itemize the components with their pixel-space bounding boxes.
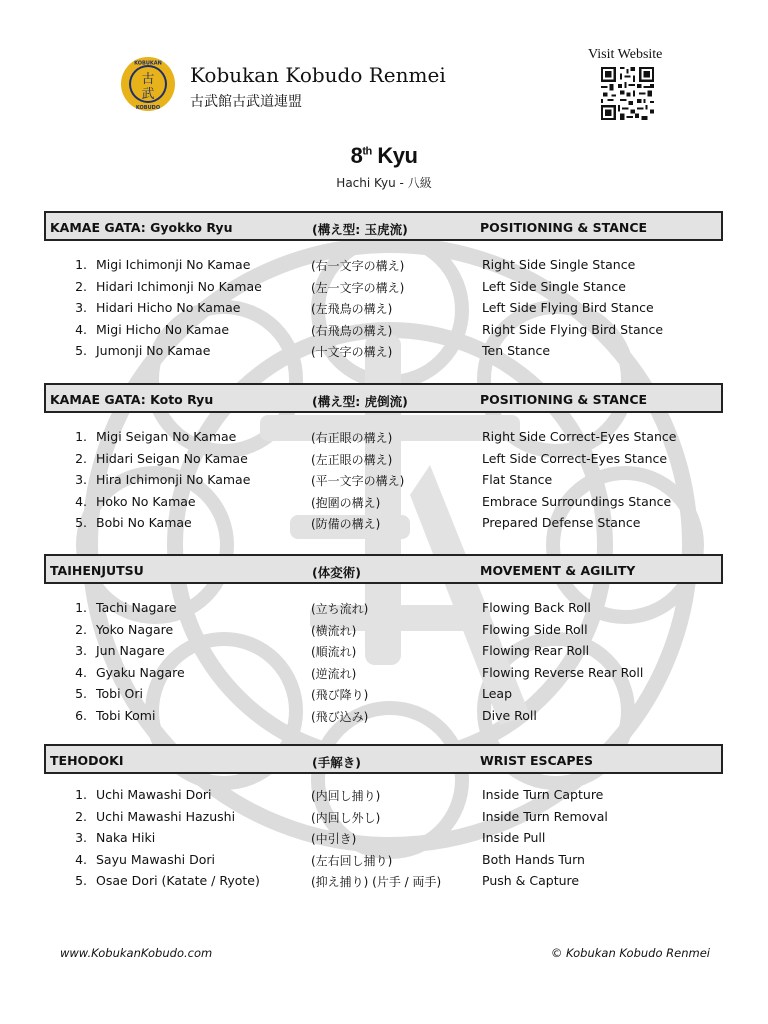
technique-name-jp: (順流れ) <box>311 645 357 659</box>
technique-name-jp: (抑え捕り) (片手 / 両手) <box>311 875 442 889</box>
technique-row <box>0 873 768 893</box>
technique-name: Jun Nagare <box>96 643 165 658</box>
technique-number: 5. <box>75 343 87 358</box>
technique-name-jp: (防備の構え) <box>311 517 381 531</box>
org-name-jp: 古武館古武道連盟 <box>190 94 302 110</box>
technique-name: Tachi Nagare <box>96 600 177 615</box>
technique-name-jp: (左飛鳥の構え) <box>311 302 393 316</box>
technique-number: 5. <box>75 515 87 530</box>
technique-name-jp: (左一文字の構え) <box>311 280 405 295</box>
technique-row <box>0 787 768 807</box>
section-name-jp: (構え型: 虎倒流) <box>312 394 408 409</box>
section-header <box>44 554 723 584</box>
technique-number: 1. <box>75 600 87 615</box>
technique-row <box>0 708 768 728</box>
technique-name: Hidari Ichimonji No Kamae <box>96 278 262 294</box>
technique-name: Uchi Mawashi Dori <box>96 787 212 802</box>
technique-row <box>0 279 768 299</box>
technique-number: 3. <box>75 830 87 845</box>
technique-number: 4. <box>75 493 87 509</box>
technique-translation: Leap <box>482 686 513 701</box>
technique-name-jp: (飛び降り) <box>311 688 369 702</box>
technique-translation: Inside Pull <box>482 830 546 845</box>
technique-name: Naka Hiki <box>96 830 156 845</box>
technique-row <box>0 451 768 471</box>
technique-number: 2. <box>75 808 87 824</box>
technique-number: 1. <box>75 257 87 272</box>
section-header <box>44 383 723 413</box>
page-title <box>0 143 768 169</box>
technique-name: Hoko No Kamae <box>96 493 196 509</box>
technique-row <box>0 300 768 320</box>
technique-name-jp: (右一文字の構え) <box>311 259 405 273</box>
technique-translation: Embrace Surroundings Stance <box>482 493 672 509</box>
logo-kanji-bottom: 武 <box>141 87 155 102</box>
technique-name-jp: (左右回し捕り) <box>311 853 393 868</box>
title-number: 8 <box>350 143 363 168</box>
technique-translation: Left Side Flying Bird Stance <box>482 300 654 315</box>
technique-name-jp: (十文字の構え) <box>311 345 393 359</box>
technique-name-jp: (平一文字の構え) <box>311 474 405 488</box>
technique-name-jp: (立ち流れ) <box>311 602 369 616</box>
technique-name: Bobi No Kamae <box>96 515 192 530</box>
technique-name: Migi Hicho No Kamae <box>96 321 230 337</box>
technique-number: 6. <box>75 707 87 723</box>
technique-translation: Dive Roll <box>482 707 537 723</box>
technique-translation: Left Side Correct-Eyes Stance <box>482 450 668 466</box>
technique-name-jp: (内回し捕り) <box>311 789 381 803</box>
technique-name: Yoko Nagare <box>96 621 174 637</box>
qr-code-icon[interactable] <box>601 67 654 120</box>
section-name-jp: (体変術) <box>312 565 361 580</box>
title-suffix: th <box>362 145 372 158</box>
technique-translation: Flowing Rear Roll <box>482 643 590 658</box>
visit-website-label[interactable]: Visit Website <box>588 47 663 62</box>
technique-name-jp: (飛び込み) <box>311 709 369 724</box>
technique-translation: Flat Stance <box>482 472 553 487</box>
technique-name-jp: (左正眼の構え) <box>311 452 393 467</box>
technique-name-jp: (内回し外し) <box>311 810 381 825</box>
technique-row <box>0 429 768 449</box>
section-category: POSITIONING & STANCE <box>480 392 648 407</box>
technique-translation: Prepared Defense Stance <box>482 515 641 530</box>
technique-name: Hidari Hicho No Kamae <box>96 300 241 315</box>
technique-row <box>0 643 768 663</box>
technique-translation: Flowing Reverse Rear Roll <box>482 664 644 680</box>
technique-row <box>0 600 768 620</box>
technique-number: 3. <box>75 300 87 315</box>
technique-row <box>0 322 768 342</box>
technique-translation: Right Side Correct-Eyes Stance <box>482 429 677 444</box>
technique-name: Osae Dori (Katate / Ryote) <box>96 873 260 888</box>
technique-name-jp: (右正眼の構え) <box>311 431 393 445</box>
technique-number: 3. <box>75 472 87 487</box>
technique-name: Hira Ichimonji No Kamae <box>96 472 251 487</box>
technique-number: 5. <box>75 873 87 888</box>
section-name-jp: (手解き) <box>312 755 361 770</box>
technique-row <box>0 343 768 363</box>
technique-translation: Flowing Back Roll <box>482 600 591 615</box>
technique-row <box>0 515 768 535</box>
technique-translation: Flowing Side Roll <box>482 621 588 637</box>
technique-number: 4. <box>75 321 87 337</box>
technique-name: Gyaku Nagare <box>96 664 185 680</box>
technique-translation: Right Side Single Stance <box>482 257 636 272</box>
technique-row <box>0 809 768 829</box>
section-category: MOVEMENT & AGILITY <box>480 563 636 578</box>
logo-bottom-text: KOBUDO <box>135 105 161 111</box>
section-name: KAMAE GATA: Koto Ryu <box>50 392 214 407</box>
technique-translation: Ten Stance <box>482 343 551 358</box>
section-header <box>44 744 723 774</box>
technique-row <box>0 494 768 514</box>
section-name-jp: (構え型: 玉虎流) <box>312 222 408 237</box>
technique-translation: Inside Turn Removal <box>482 808 608 824</box>
technique-name-jp: (逆流れ) <box>311 666 357 681</box>
logo-kanji-top: 古 <box>141 72 155 87</box>
title-word: Kyu <box>377 143 418 168</box>
technique-translation: Inside Turn Capture <box>482 787 604 802</box>
footer-copyright: © Kobukan Kobudo Renmei <box>550 946 710 960</box>
technique-translation: Left Side Single Stance <box>482 278 626 294</box>
technique-number: 2. <box>75 450 87 466</box>
section-name: TAIHENJUTSU <box>50 563 144 578</box>
technique-row <box>0 852 768 872</box>
section-category: WRIST ESCAPES <box>480 753 594 768</box>
technique-translation: Both Hands Turn <box>482 851 585 867</box>
technique-name: Sayu Mawashi Dori <box>96 851 215 867</box>
technique-name: Hidari Seigan No Kamae <box>96 450 248 466</box>
technique-name: Tobi Ori <box>96 686 143 701</box>
technique-row <box>0 472 768 492</box>
technique-name-jp: (抱圍の構え) <box>311 495 381 510</box>
technique-name: Tobi Komi <box>96 707 156 723</box>
technique-number: 1. <box>75 787 87 802</box>
technique-name: Uchi Mawashi Hazushi <box>96 808 236 824</box>
technique-name: Migi Seigan No Kamae <box>96 429 237 444</box>
technique-number: 2. <box>75 278 87 294</box>
section-header <box>44 211 723 241</box>
technique-name: Migi Ichimonji No Kamae <box>96 257 251 272</box>
page-subtitle: Hachi Kyu - 八級 <box>336 176 432 190</box>
technique-row <box>0 622 768 642</box>
technique-translation: Push & Capture <box>482 873 580 888</box>
technique-name-jp: (横流れ) <box>311 623 357 638</box>
technique-row <box>0 830 768 850</box>
footer-website-link[interactable]: www.KobukanKobudo.com <box>60 946 213 960</box>
section-category: POSITIONING & STANCE <box>480 220 648 235</box>
technique-number: 5. <box>75 686 87 701</box>
technique-name-jp: (中引き) <box>311 832 357 846</box>
technique-row <box>0 257 768 277</box>
logo-top-text: KOBUKAN <box>134 60 162 67</box>
technique-row <box>0 686 768 706</box>
technique-name-jp: (右飛鳥の構え) <box>311 323 393 338</box>
technique-number: 2. <box>75 621 87 637</box>
section-name: TEHODOKI <box>50 753 124 768</box>
org-name: Kobukan Kobudo Renmei <box>190 63 446 87</box>
technique-number: 3. <box>75 643 87 658</box>
technique-translation: Right Side Flying Bird Stance <box>482 321 664 337</box>
technique-name: Jumonji No Kamae <box>96 343 211 358</box>
technique-number: 4. <box>75 664 87 680</box>
kobukan-logo <box>120 56 176 112</box>
technique-row <box>0 665 768 685</box>
section-name: KAMAE GATA: Gyokko Ryu <box>50 220 233 235</box>
technique-number: 4. <box>75 851 87 867</box>
technique-number: 1. <box>75 429 87 444</box>
